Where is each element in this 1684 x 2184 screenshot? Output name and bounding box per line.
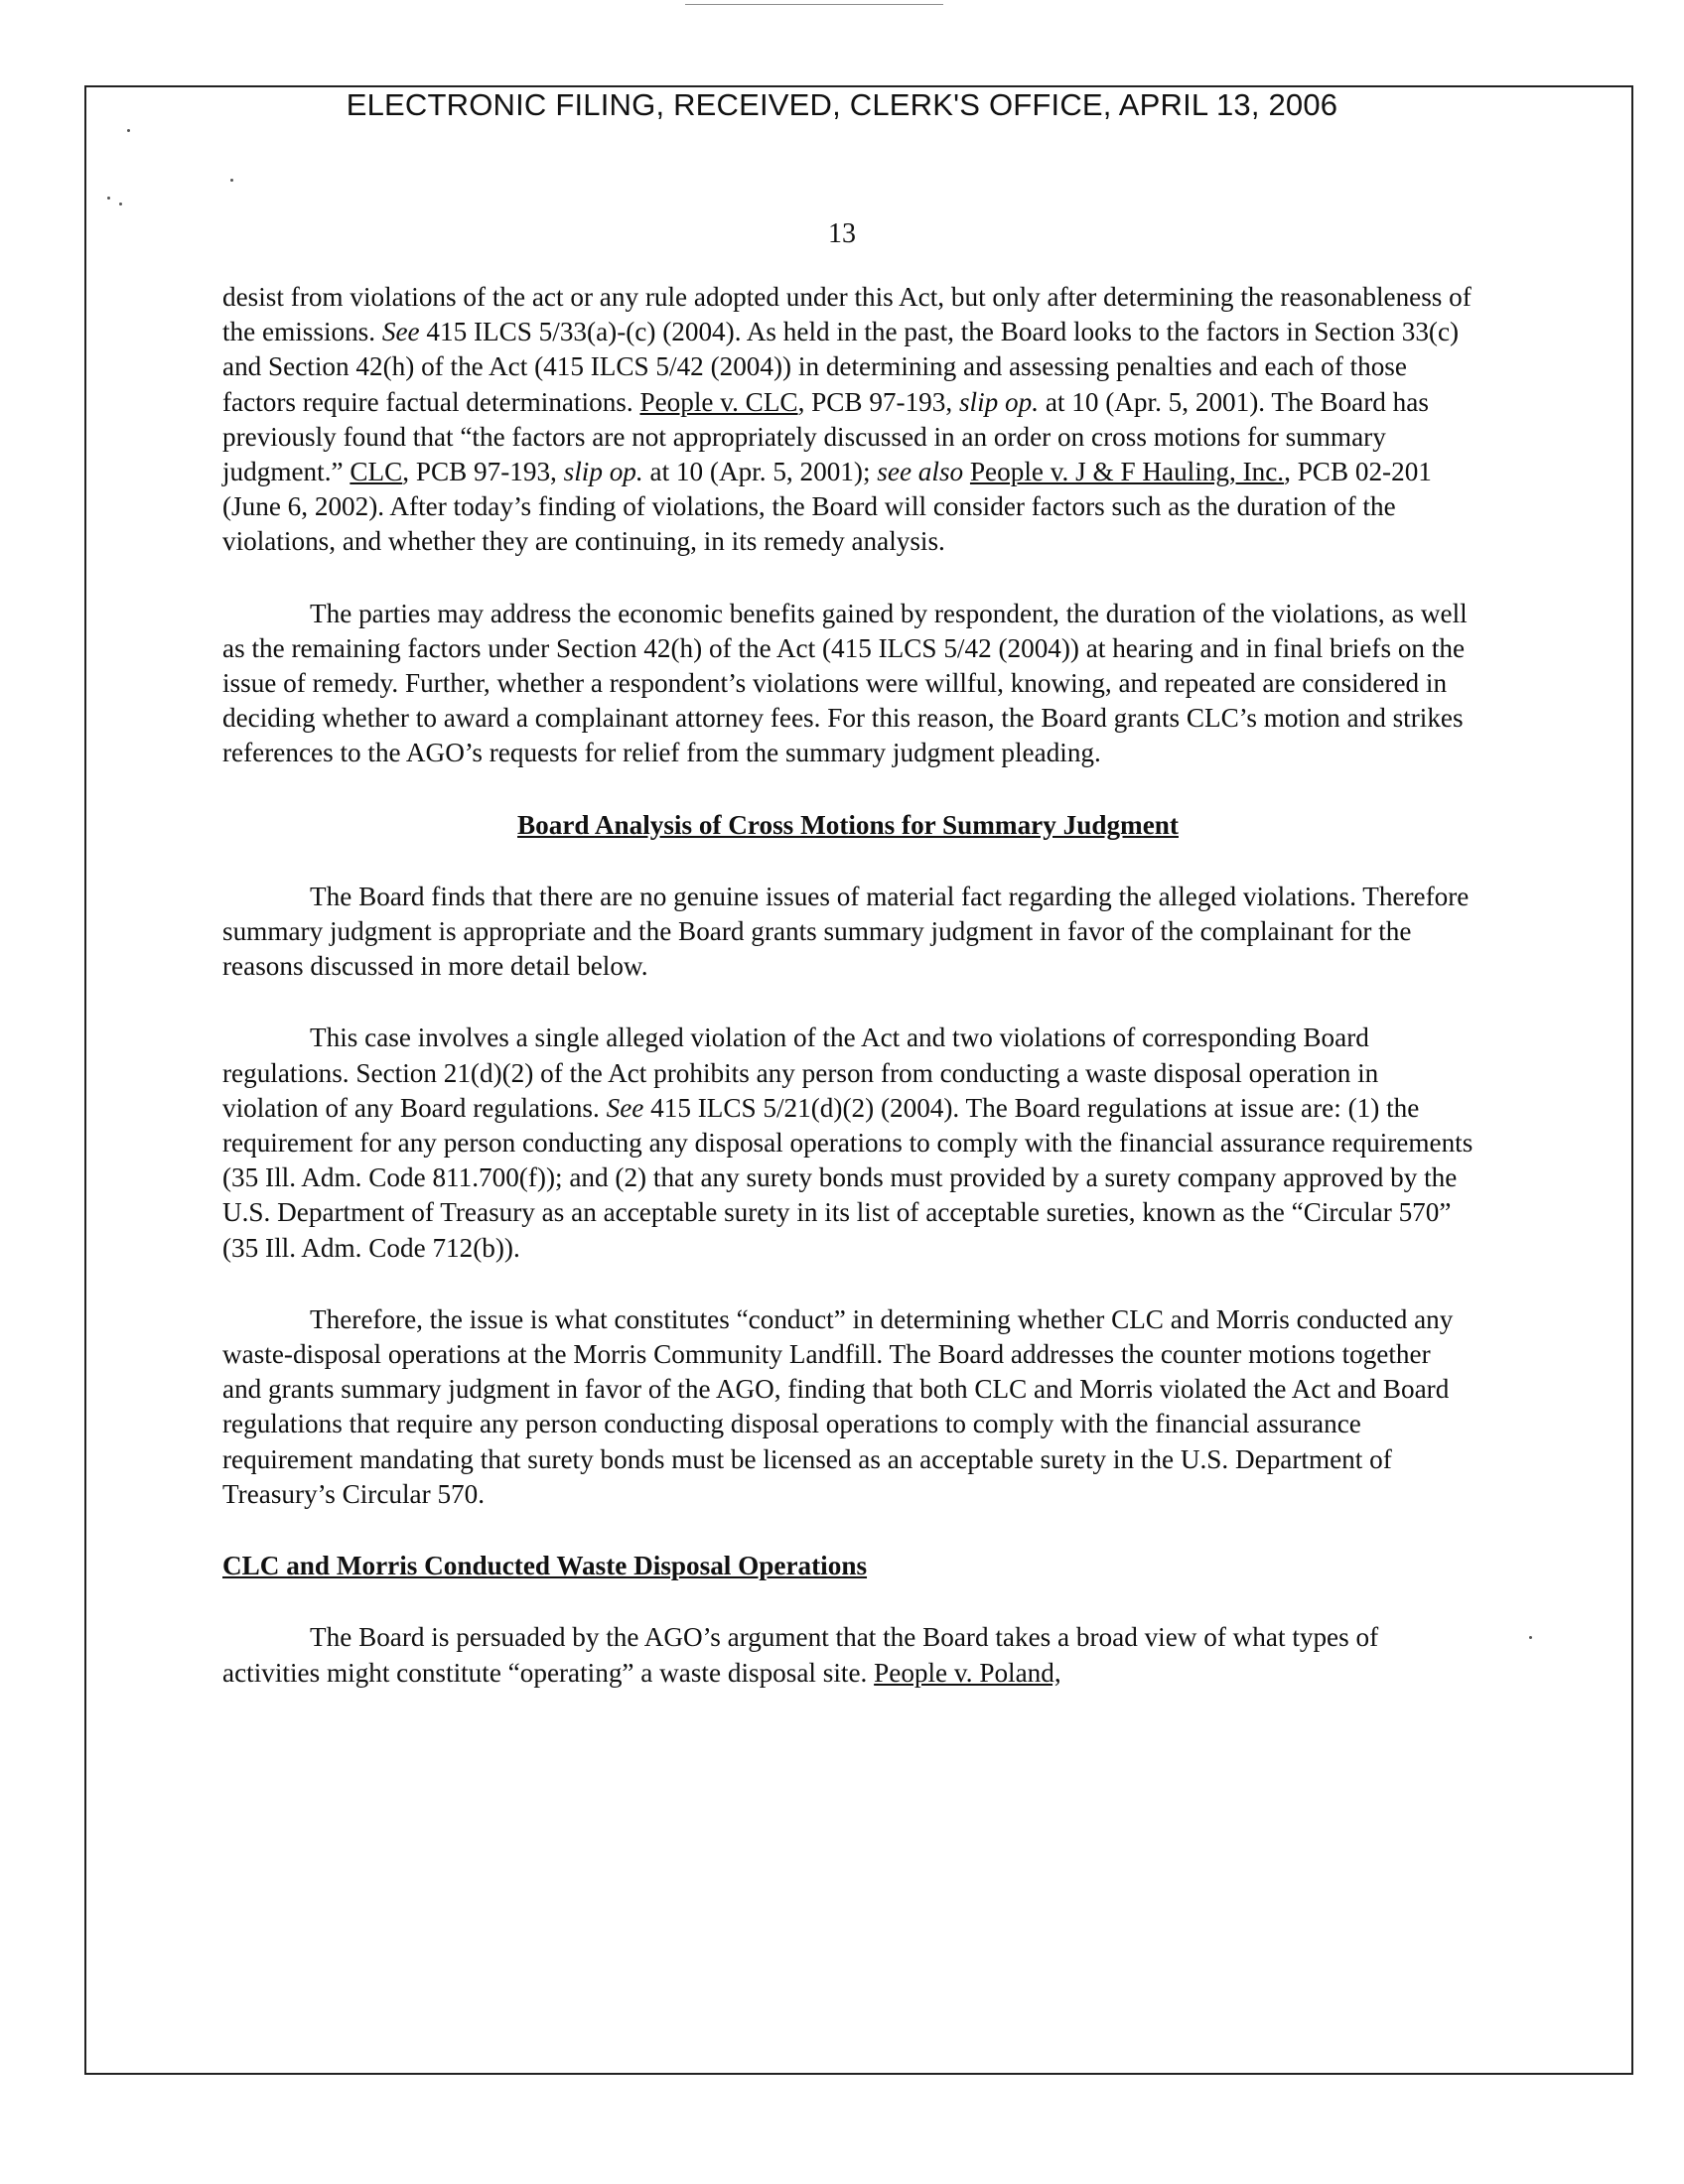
case-citation-people-v-clc: People v. CLC — [639, 386, 798, 417]
text-run: at 10 (Apr. 5, 2001); — [642, 457, 878, 487]
text-run: at 10 (Apr. 5, 2001). The Board has previously found that “the factors are not appropriately discussed in an order on cross motions for summary judgment.” — [222, 386, 1429, 487]
text-run: 415 ILCS 5/21(d)(2) (2004). The Board regulations at issue are: (1) the requirement for any person conducting any disposal operations to comply with the financial assurance requirements (35 Ill. Adm. Code 811.700(f)); and (2) that any surety bonds must provided by a surety company approved by the U.S. Department of Treasury as an acceptable surety in its list of acceptable sureties, known as the “Circular 570” (35 Ill. Adm. Code 712(b)). — [222, 1092, 1474, 1263]
paragraph-economic-benefits: The parties may address the economic benefits gained by respondent, the duration of the violations, as well as the remaining factors under Section 42(h) of the Act (415 ILCS 5/42 (2004)) at hearing and in final briefs on the issue of remedy. Further, whether a respondent’s violations were willful, knowing, and repeated are considered in deciding whether to award a complainant attorney fees. For this reason, the Board grants CLC’s motion and strikes references to the AGO’s requests for relief from the summary judgment pleading. — [222, 598, 1468, 768]
text-run: desist from violations of the act or any rule adopted under this Act, but only after determining the reasonableness of the emissions. — [222, 282, 1472, 347]
case-citation-jf-hauling: People v. J & F Hauling, Inc. — [969, 457, 1285, 487]
text-run: , PCB 97-193, — [797, 386, 959, 417]
slip-op: slip op. — [563, 457, 643, 487]
paragraph-case-involves — [222, 1021, 1474, 1265]
case-citation-clc: CLC — [350, 457, 403, 487]
scan-speck — [127, 129, 130, 132]
page-number: 13 — [828, 218, 856, 249]
scan-speck — [1529, 1636, 1532, 1639]
scan-speck — [119, 203, 122, 205]
text-run: The Board is persuaded by the AGO’s argument that the Board takes a broad view of what types of activities might constitute “operating” a waste disposal site. — [222, 1622, 1379, 1688]
section-heading-board-analysis: Board Analysis of Cross Motions for Summary Judgment — [517, 809, 1179, 840]
paragraph-remedy-factors — [222, 280, 1474, 560]
top-scan-rule — [685, 4, 943, 5]
signal-see-also: see also — [877, 457, 964, 487]
text-run: , PCB 97-193, — [402, 457, 564, 487]
signal-see: See — [381, 317, 420, 347]
text-run: , PCB 02-201 (June 6, 2002). After today’s finding of violations, the Board will consider factors such as the duration of the violations, and whether they are continuing, in its remedy analysis. — [222, 457, 1432, 557]
text-run: This case involves a single alleged violation of the Act and two violations of corresponding Board regulations. Section 21(d)(2) of the Act prohibits any person from conducting a waste disposal operation in violation of any Board regulations. — [222, 1023, 1379, 1123]
document-body — [222, 280, 1474, 1727]
section-heading-waste-disposal-operations: CLC and Morris Conducted Waste Disposal Operations — [222, 1551, 868, 1581]
signal-see: See — [606, 1092, 644, 1123]
scan-speck — [107, 197, 110, 200]
paragraph-no-genuine-issues: The Board finds that there are no genuine issues of material fact regarding the alleged violations. Therefore summary judgment is appropriate and the Board grants summary judgment in favor of the complainant for the reasons discussed in more detail below. — [222, 881, 1470, 982]
text-run — [963, 457, 970, 486]
text-run: 415 ILCS 5/33(a)-(c) (2004). As held in the past, the Board looks to the factors in Section 33(c) and Section 42(h) of the Act (415 ILCS 5/42 (2004)) in determining and assessing penalties and each of those factors require factual determinations. — [222, 317, 1460, 417]
paragraph-conduct-issue: Therefore, the issue is what constitutes “conduct” in determining whether CLC and Morris conducted any waste-disposal operations at the Morris Community Landfill. The Board addresses the counter motions together and grants summary judgment in favor of the AGO, finding that both CLC and Morris violated the Act and Board regulations that require any person conducting disposal operations to comply with the financial assurance requirement mandating that surety bonds must be licensed as an acceptable surety in the U.S. Department of Treasury’s Circular 570. — [222, 1303, 1454, 1509]
paragraph-broad-view — [222, 1620, 1474, 1690]
scan-speck — [230, 179, 233, 182]
slip-op: slip op. — [958, 386, 1040, 417]
electronic-filing-stamp: ELECTRONIC FILING, RECEIVED, CLERK'S OFFICE, APRIL 13, 2006 — [346, 87, 1338, 122]
case-citation-people-v-poland: People v. Poland, — [874, 1657, 1061, 1688]
